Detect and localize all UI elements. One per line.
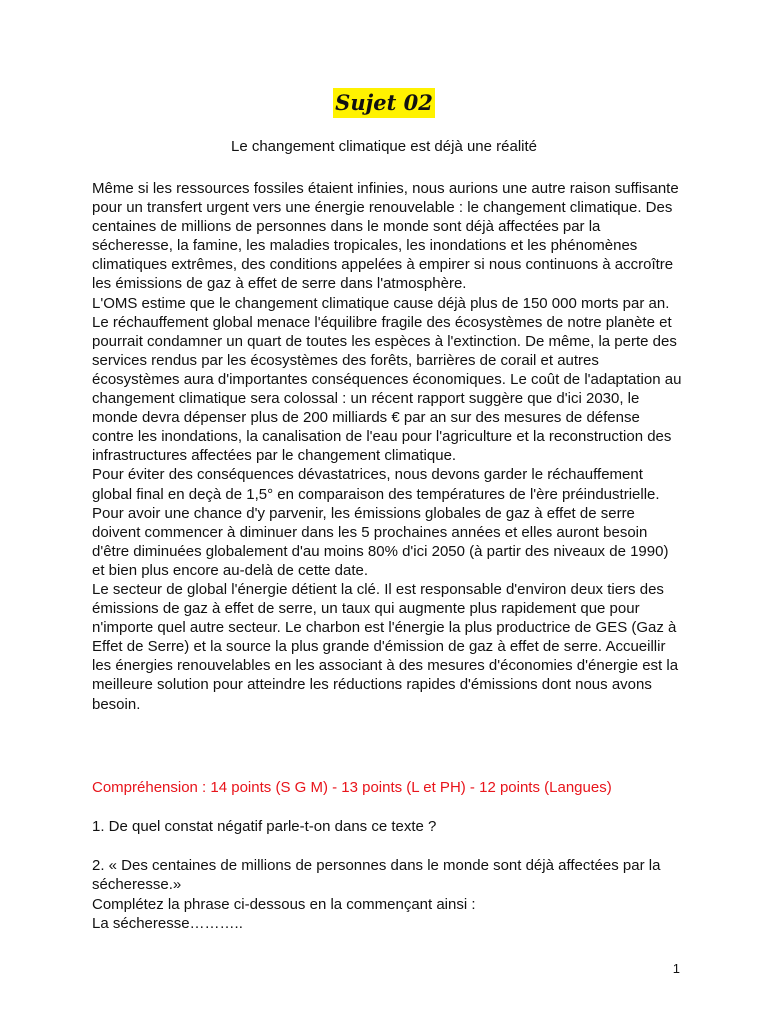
paragraph: L'OMS estime que le changement climatique cause déjà plus de 150 000 morts par an. [92,294,670,312]
question-2 [92,856,692,933]
text-subtitle: Le changement climatique est déjà une réalité [230,138,538,155]
paragraph: Pour éviter des conséquences dévastatrices, nous devons garder le réchauffement global final en deçà de 1,5° en comparaison des températures de l'ère préindustrielle. [92,466,660,503]
question-1: 1. De quel constat négatif parle-t-on dans ce texte ? [92,818,437,835]
question-2-instruction: Complétez la phrase ci-dessous en la commençant ainsi : [92,895,476,913]
paragraph: Pour avoir une chance d'y parvenir, les émissions globales de gaz à effet de serre doivent commencer à diminuer dans les 5 prochaines années et elles auront besoin d'être diminuées globalement d'au moins 80% d'ici 2050 (à partir des niveaux de 1990) et bien plus encore au-delà de cette date. [92,504,669,579]
page-number: 1 [672,961,680,976]
body-text [92,179,682,714]
question-2-start: La sécheresse……….. [92,914,243,932]
page-title: Sujet 02 [333,88,435,118]
paragraph: Même si les ressources fossiles étaient infinies, nous aurions une autre raison suffisante pour un transfert urgent vers une énergie renouvelable : le changement climatique. Des centaines de millions de personnes dans le monde sont déjà affectées par la sécheresse, la famine, les maladies tropicales, les inondations et les phénomènes climatiques extrêmes, des conditions appelées à empirer si nous continuons à accroître les émissions de gaz à effet de serre dans l'atmosphère. [92,180,679,293]
title-container [0,88,768,118]
paragraph: Le secteur de global l'énergie détient la clé. Il est responsable d'environ deux tiers des émissions de gaz à effet de serre, un taux qui augmente plus rapidement que pour n'importe quel autre secteur. Le charbon est l'énergie la plus productrice de GES (Gaz à Effet de Serre) et la source la plus grande d'émission de gaz à effet de serre. Accueillir les énergies renouvelables en les associant à des mesures d'économies d'énergie est la meilleure solution pour atteindre les réductions rapides d'émissions dont nous avons besoin. [92,580,679,713]
question-2-quote: 2. « Des centaines de millions de personnes dans le monde sont déjà affectées par la sécheresse.» [92,857,661,894]
paragraph: Le réchauffement global menace l'équilibre fragile des écosystèmes de notre planète et pourrait condamner un quart de toutes les espèces à l'extinction. De même, la perte des services rendus par les écosystèmes des forêts, barrières de corail et autres écosystèmes aura d'importantes conséquences économiques. Le coût de l'adaptation au changement climatique sera colossal : un récent rapport suggère que d'ici 2030, le monde devra dépenser plus de 200 milliards € par an sur des mesures de défense contre les inondations, la canalisation de l'eau pour l'agriculture et la reconstruction des infrastructures affectées par le changement climatique. [92,313,682,465]
grading-line: Compréhension : 14 points (S G M) - 13 points (L et PH) - 12 points (Langues) [92,779,612,796]
